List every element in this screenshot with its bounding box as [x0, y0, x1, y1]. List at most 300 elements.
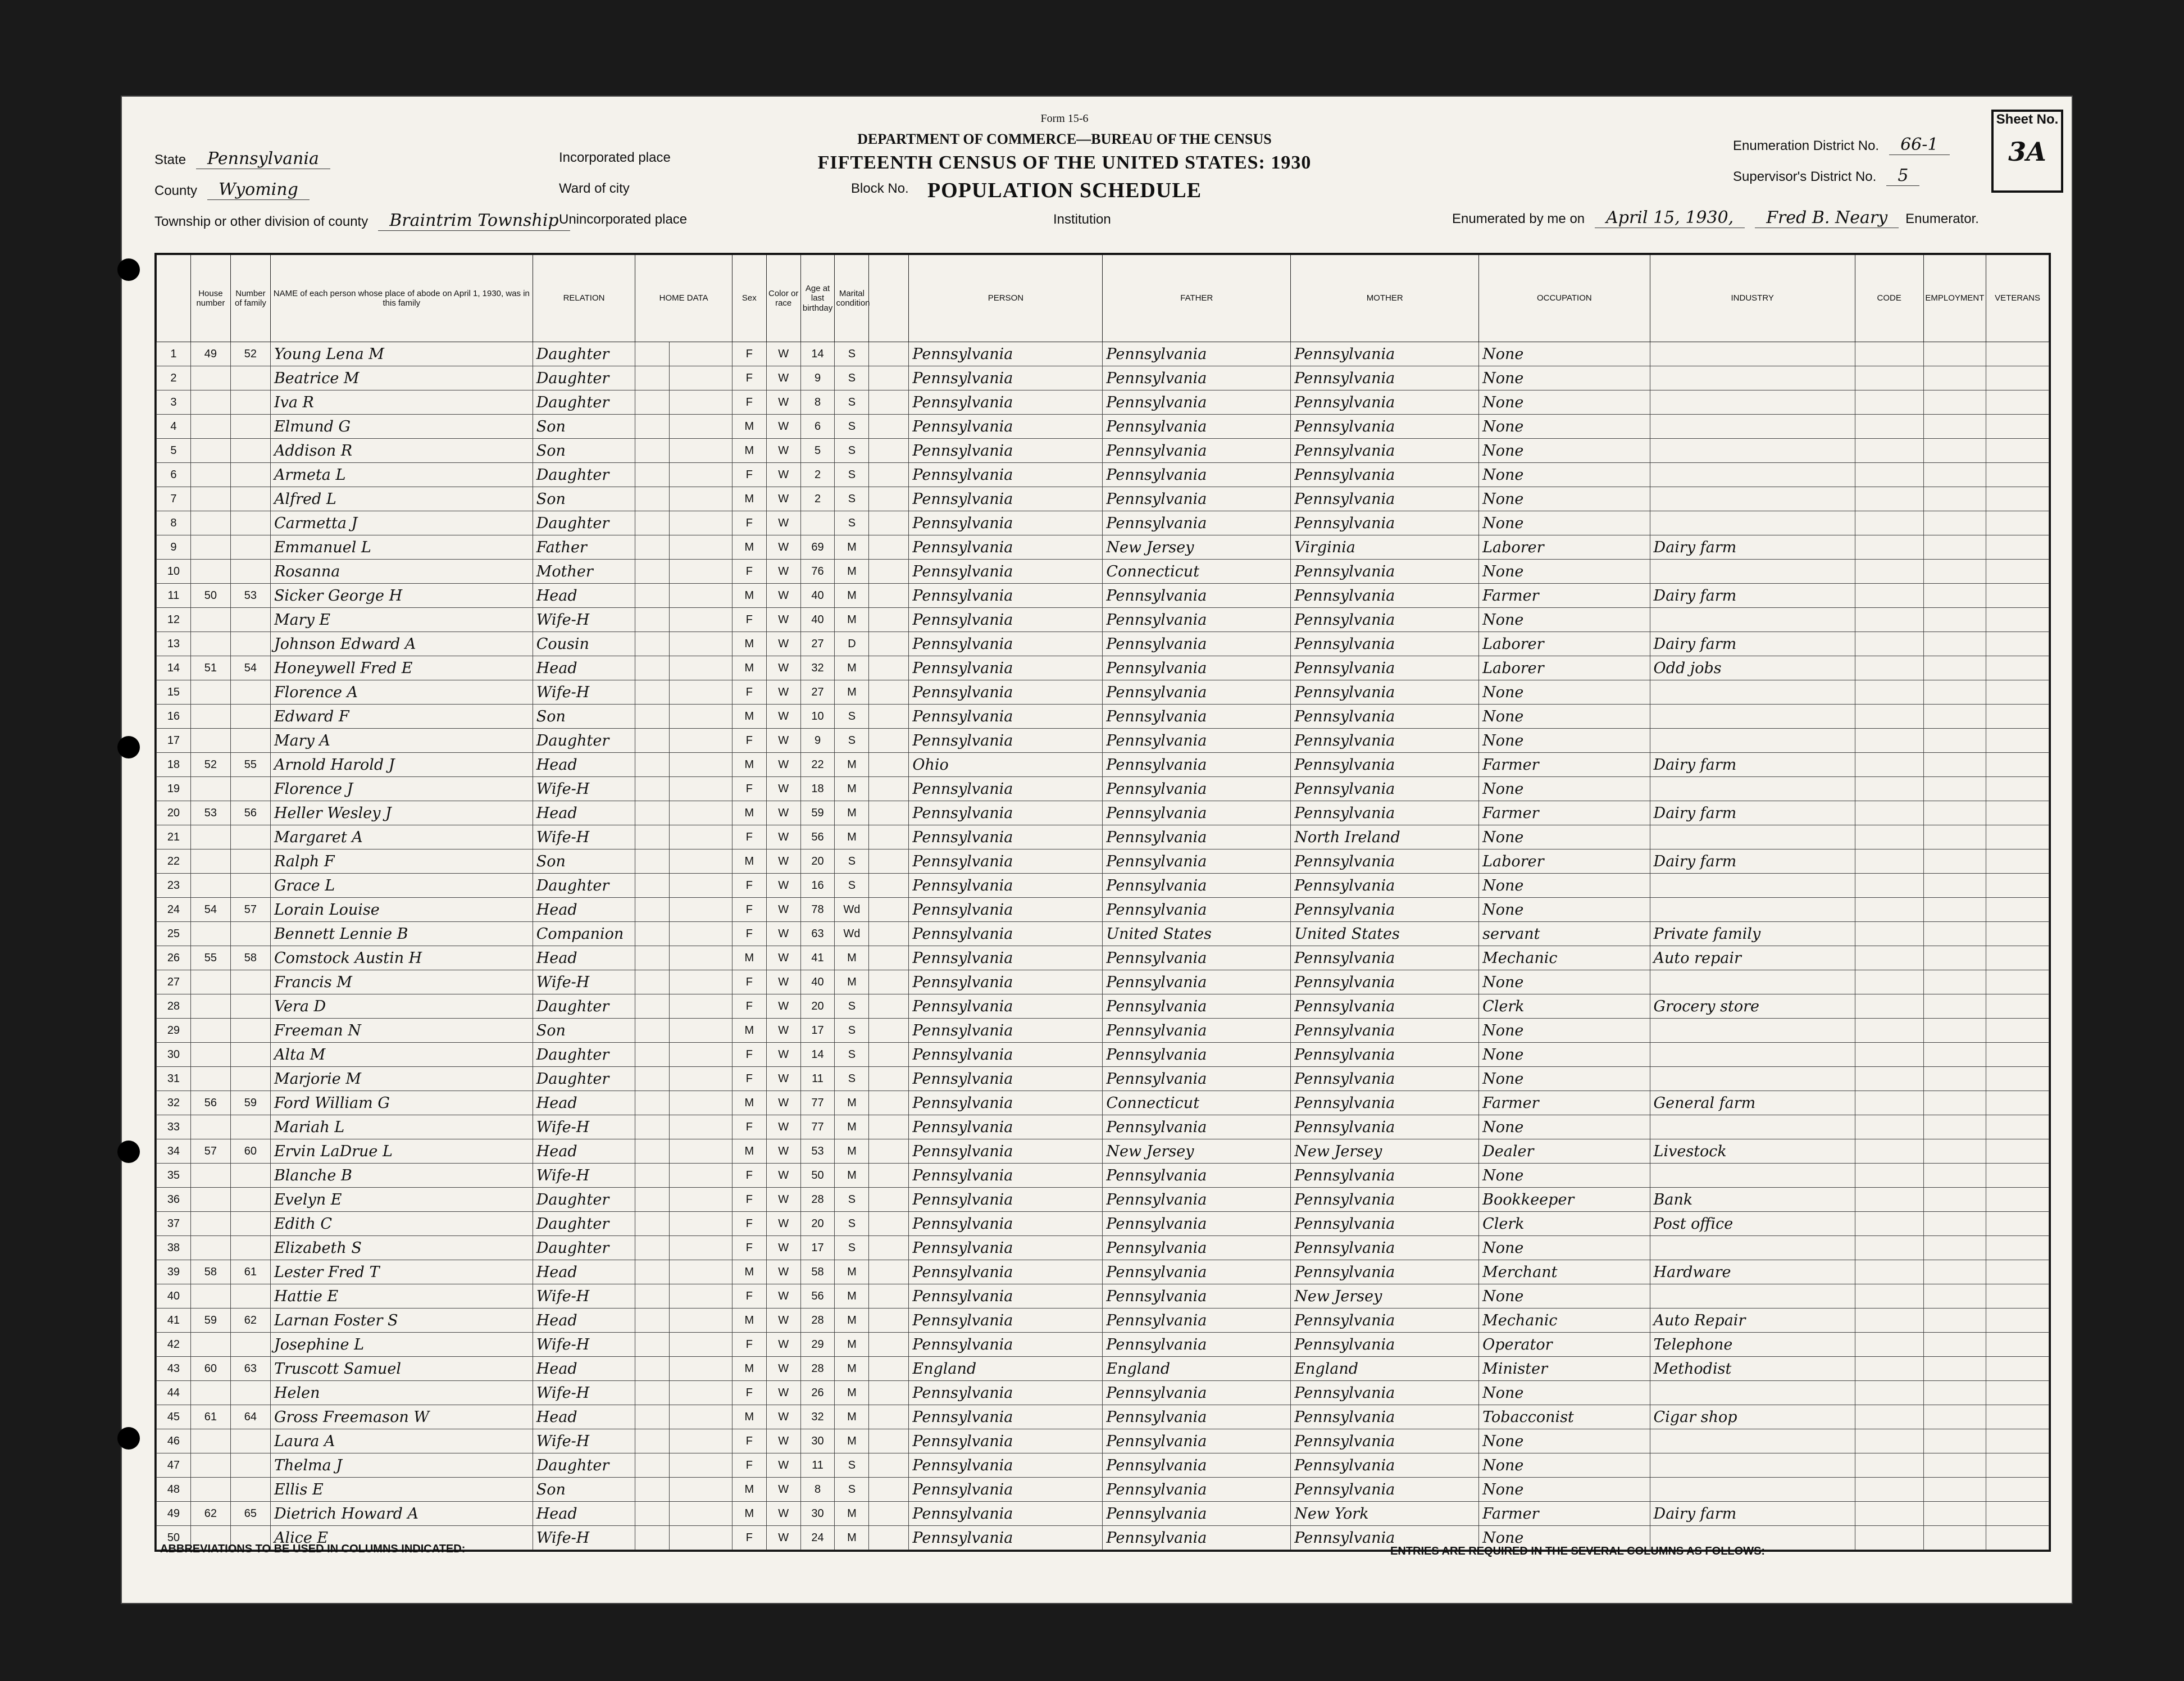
- cell-empty: [1855, 994, 1923, 1019]
- cell-sex: F: [732, 463, 766, 487]
- cell-age: 56: [800, 1284, 835, 1309]
- cell-empty: [1923, 1019, 1986, 1043]
- cell-fam: [230, 390, 270, 415]
- cell-empty: [1855, 487, 1923, 511]
- cell-fb: Pennsylvania: [1103, 994, 1291, 1019]
- cell-ind: Dairy farm: [1650, 849, 1855, 874]
- cell-occ: None: [1479, 608, 1650, 632]
- cell-name: Edith C: [270, 1212, 533, 1236]
- cell-occ: None: [1479, 705, 1650, 729]
- cell-mar: S: [835, 849, 869, 874]
- cell-rel: Wife-H: [533, 1115, 635, 1139]
- cell-occ: None: [1479, 1043, 1650, 1067]
- col-home: HOME DATA: [635, 255, 732, 342]
- cell-bp: Pennsylvania: [909, 1502, 1103, 1526]
- cell-empty: [1986, 874, 2049, 898]
- cell-empty: [1923, 560, 1986, 584]
- table-row: [157, 1067, 2049, 1091]
- cell-empty: [1923, 1309, 1986, 1333]
- cell-empty: [1923, 1429, 1986, 1453]
- cell-dw: [190, 1478, 230, 1502]
- cell-rel: Wife-H: [533, 970, 635, 994]
- cell-mar: M: [835, 1405, 869, 1429]
- cell-ind: Dairy farm: [1650, 632, 1855, 656]
- cell-empty: [1923, 777, 1986, 801]
- cell-empty: [1986, 1357, 2049, 1381]
- cell-fam: 64: [230, 1405, 270, 1429]
- table-row: [157, 560, 2049, 584]
- cell-empty: [1855, 705, 1923, 729]
- cell-empty: [635, 1188, 670, 1212]
- cell-occ: Farmer: [1479, 584, 1650, 608]
- cell-mb: Pennsylvania: [1291, 584, 1479, 608]
- cell-dw: 58: [190, 1260, 230, 1284]
- cell-sex: M: [732, 1478, 766, 1502]
- cell-empty: [1986, 342, 2049, 366]
- cell-dw: [190, 1164, 230, 1188]
- form-number: Form 15-6: [1040, 112, 1089, 125]
- cell-empty: [670, 898, 732, 922]
- cell-empty: [869, 1019, 909, 1043]
- cell-empty: [1923, 342, 1986, 366]
- cell-empty: [635, 1453, 670, 1478]
- col-sex: Sex: [732, 255, 766, 342]
- cell-empty: [869, 1164, 909, 1188]
- cell-name: Armeta L: [270, 463, 533, 487]
- cell-empty: [1855, 415, 1923, 439]
- cell-empty: [670, 777, 732, 801]
- cell-empty: [1923, 680, 1986, 705]
- cell-mar: S: [835, 1478, 869, 1502]
- cell-empty: [670, 463, 732, 487]
- table-row: [157, 1043, 2049, 1067]
- cell-empty: [1986, 1405, 2049, 1429]
- cell-empty: [1855, 1478, 1923, 1502]
- sheet-number: 3A: [2008, 137, 2046, 167]
- cell-empty: [1923, 946, 1986, 970]
- cell-bp: Pennsylvania: [909, 463, 1103, 487]
- cell-age: 76: [800, 560, 835, 584]
- cell-rel: Son: [533, 415, 635, 439]
- cell-empty: [1923, 898, 1986, 922]
- cell-race: W: [766, 1526, 800, 1550]
- cell-mar: S: [835, 1212, 869, 1236]
- cell-empty: [1923, 366, 1986, 390]
- cell-name: Elmund G: [270, 415, 533, 439]
- cell-fam: [230, 1212, 270, 1236]
- cell-empty: [869, 439, 909, 463]
- cell-rel: Daughter: [533, 1067, 635, 1091]
- cell-empty: [1986, 1429, 2049, 1453]
- cell-empty: [670, 729, 732, 753]
- cell-fb: Pennsylvania: [1103, 729, 1291, 753]
- cell-dw: 49: [190, 342, 230, 366]
- cell-fb: Pennsylvania: [1103, 1478, 1291, 1502]
- cell-empty: [1923, 1236, 1986, 1260]
- cell-empty: [1855, 753, 1923, 777]
- cell-occ: None: [1479, 898, 1650, 922]
- cell-name: Laura A: [270, 1429, 533, 1453]
- cell-age: 40: [800, 970, 835, 994]
- cell-ind: [1650, 1478, 1855, 1502]
- cell-dw: [190, 535, 230, 560]
- cell-rel: Mother: [533, 560, 635, 584]
- cell-empty: [869, 560, 909, 584]
- table-row: [157, 729, 2049, 753]
- cell-dw: 57: [190, 1139, 230, 1164]
- cell-bp: Pennsylvania: [909, 1381, 1103, 1405]
- cell-empty: [635, 1381, 670, 1405]
- cell-empty: [635, 1164, 670, 1188]
- cell-empty: [1986, 439, 2049, 463]
- cell-mb: Pennsylvania: [1291, 801, 1479, 825]
- cell-empty: [1986, 415, 2049, 439]
- cell-mar: M: [835, 801, 869, 825]
- cell-ind: Dairy farm: [1650, 535, 1855, 560]
- cell-fam: [230, 1043, 270, 1067]
- cell-empty: [670, 753, 732, 777]
- cell-empty: [635, 1115, 670, 1139]
- cell-empty: [869, 777, 909, 801]
- cell-sex: F: [732, 1333, 766, 1357]
- cell-occ: Farmer: [1479, 753, 1650, 777]
- cell-empty: [670, 1357, 732, 1381]
- cell-line: 11: [157, 584, 191, 608]
- cell-age: 2: [800, 463, 835, 487]
- cell-fb: Pennsylvania: [1103, 1043, 1291, 1067]
- cell-mar: M: [835, 946, 869, 970]
- cell-empty: [1855, 1260, 1923, 1284]
- col-race: Color or race: [766, 255, 800, 342]
- cell-empty: [869, 849, 909, 874]
- cell-empty: [1923, 1067, 1986, 1091]
- cell-bp: Pennsylvania: [909, 1478, 1103, 1502]
- cell-fb: Pennsylvania: [1103, 680, 1291, 705]
- cell-dw: [190, 1333, 230, 1357]
- footer-abbreviations: ABBREVIATIONS TO BE USED IN COLUMNS INDICATED:: [160, 1543, 466, 1555]
- cell-rel: Son: [533, 487, 635, 511]
- cell-occ: None: [1479, 415, 1650, 439]
- cell-empty: [1986, 463, 2049, 487]
- table-row: [157, 1188, 2049, 1212]
- cell-race: W: [766, 608, 800, 632]
- table-row: [157, 1405, 2049, 1429]
- cell-rel: Daughter: [533, 1212, 635, 1236]
- cell-mb: Pennsylvania: [1291, 705, 1479, 729]
- cell-age: 77: [800, 1091, 835, 1115]
- cell-empty: [670, 632, 732, 656]
- table-row: [157, 1164, 2049, 1188]
- cell-bp: Pennsylvania: [909, 632, 1103, 656]
- footer: [154, 1539, 2048, 1584]
- cell-empty: [1923, 1502, 1986, 1526]
- cell-name: Iva R: [270, 390, 533, 415]
- cell-age: 20: [800, 994, 835, 1019]
- cell-occ: None: [1479, 1164, 1650, 1188]
- table-row: [157, 1453, 2049, 1478]
- table-row: [157, 1429, 2049, 1453]
- enum-district-field: Enumeration District No. 66-1: [1733, 135, 1950, 155]
- punch-hole: [117, 258, 140, 281]
- cell-fam: [230, 849, 270, 874]
- cell-fam: [230, 1333, 270, 1357]
- cell-bp: Pennsylvania: [909, 1526, 1103, 1550]
- cell-fb: Pennsylvania: [1103, 801, 1291, 825]
- cell-sex: M: [732, 705, 766, 729]
- cell-mb: Virginia: [1291, 535, 1479, 560]
- cell-mar: S: [835, 390, 869, 415]
- table-row: [157, 874, 2049, 898]
- cell-occ: None: [1479, 1284, 1650, 1309]
- cell-fb: Pennsylvania: [1103, 1164, 1291, 1188]
- cell-name: Thelma J: [270, 1453, 533, 1478]
- cell-name: Dietrich Howard A: [270, 1502, 533, 1526]
- cell-empty: [635, 801, 670, 825]
- cell-empty: [1855, 1429, 1923, 1453]
- cell-empty: [1923, 390, 1986, 415]
- cell-empty: [1923, 729, 1986, 753]
- cell-empty: [1923, 632, 1986, 656]
- cell-empty: [1855, 1453, 1923, 1478]
- cell-empty: [1986, 825, 2049, 849]
- col-birth-father: FATHER: [1103, 255, 1291, 342]
- cell-ind: Post office: [1650, 1212, 1855, 1236]
- cell-empty: [670, 922, 732, 946]
- cell-mb: Pennsylvania: [1291, 898, 1479, 922]
- cell-empty: [869, 705, 909, 729]
- cell-mar: M: [835, 608, 869, 632]
- cell-empty: [869, 1381, 909, 1405]
- cell-bp: Pennsylvania: [909, 1260, 1103, 1284]
- cell-mb: Pennsylvania: [1291, 1188, 1479, 1212]
- cell-empty: [635, 994, 670, 1019]
- cell-empty: [635, 390, 670, 415]
- cell-line: 1: [157, 342, 191, 366]
- cell-fb: Pennsylvania: [1103, 415, 1291, 439]
- cell-line: 43: [157, 1357, 191, 1381]
- cell-empty: [1855, 1381, 1923, 1405]
- cell-race: W: [766, 366, 800, 390]
- cell-line: 8: [157, 511, 191, 535]
- cell-empty: [1855, 463, 1923, 487]
- cell-name: Gross Freemason W: [270, 1405, 533, 1429]
- cell-mar: S: [835, 994, 869, 1019]
- cell-mar: S: [835, 1043, 869, 1067]
- cell-mar: M: [835, 1139, 869, 1164]
- cell-mar: Wd: [835, 922, 869, 946]
- cell-fb: Pennsylvania: [1103, 753, 1291, 777]
- cell-bp: Pennsylvania: [909, 1405, 1103, 1429]
- cell-sex: F: [732, 342, 766, 366]
- cell-mb: Pennsylvania: [1291, 680, 1479, 705]
- cell-empty: [1923, 922, 1986, 946]
- cell-age: 53: [800, 1139, 835, 1164]
- cell-mar: M: [835, 680, 869, 705]
- cell-name: Ralph F: [270, 849, 533, 874]
- cell-empty: [635, 729, 670, 753]
- cell-sex: F: [732, 1115, 766, 1139]
- census-title: FIFTEENTH CENSUS OF THE UNITED STATES: 1930: [817, 152, 1312, 173]
- enumerated-field: Enumerated by me on April 15, 1930, Fred B. Neary Enumerator.: [1452, 208, 1979, 228]
- cell-fb: Pennsylvania: [1103, 608, 1291, 632]
- col-veterans: VETERANS: [1986, 255, 2049, 342]
- cell-bp: Pennsylvania: [909, 390, 1103, 415]
- cell-rel: Father: [533, 535, 635, 560]
- cell-empty: [1923, 801, 1986, 825]
- cell-dw: [190, 463, 230, 487]
- cell-empty: [869, 608, 909, 632]
- cell-race: W: [766, 390, 800, 415]
- cell-bp: Ohio: [909, 753, 1103, 777]
- cell-ind: [1650, 511, 1855, 535]
- county-field: County Wyoming: [154, 180, 310, 200]
- cell-empty: [1923, 608, 1986, 632]
- cell-empty: [670, 1405, 732, 1429]
- cell-name: Lorain Louise: [270, 898, 533, 922]
- cell-name: Evelyn E: [270, 1188, 533, 1212]
- cell-ind: [1650, 1453, 1855, 1478]
- cell-empty: [670, 849, 732, 874]
- cell-rel: Head: [533, 1260, 635, 1284]
- cell-fb: Pennsylvania: [1103, 632, 1291, 656]
- cell-empty: [635, 1139, 670, 1164]
- cell-empty: [670, 1453, 732, 1478]
- cell-rel: Wife-H: [533, 1333, 635, 1357]
- cell-occ: Farmer: [1479, 1091, 1650, 1115]
- cell-fb: Pennsylvania: [1103, 1019, 1291, 1043]
- cell-fam: [230, 1453, 270, 1478]
- cell-empty: [635, 487, 670, 511]
- cell-fam: 52: [230, 342, 270, 366]
- cell-line: 19: [157, 777, 191, 801]
- incorporated-field: Incorporated place: [559, 150, 671, 165]
- cell-empty: [1986, 1453, 2049, 1478]
- cell-race: W: [766, 1236, 800, 1260]
- cell-line: 21: [157, 825, 191, 849]
- cell-mb: Pennsylvania: [1291, 1381, 1479, 1405]
- cell-empty: [1923, 656, 1986, 680]
- cell-empty: [1855, 1067, 1923, 1091]
- census-rows: [157, 342, 2049, 1550]
- cell-race: W: [766, 1357, 800, 1381]
- cell-line: 10: [157, 560, 191, 584]
- cell-age: 28: [800, 1188, 835, 1212]
- cell-line: 38: [157, 1236, 191, 1260]
- cell-rel: Wife-H: [533, 680, 635, 705]
- cell-occ: Tobacconist: [1479, 1405, 1650, 1429]
- cell-empty: [1986, 1019, 2049, 1043]
- cell-empty: [670, 970, 732, 994]
- cell-occ: None: [1479, 1115, 1650, 1139]
- cell-empty: [1923, 511, 1986, 535]
- cell-empty: [670, 1260, 732, 1284]
- cell-fam: [230, 439, 270, 463]
- cell-empty: [1855, 680, 1923, 705]
- cell-name: Alta M: [270, 1043, 533, 1067]
- cell-empty: [1923, 584, 1986, 608]
- cell-name: Sicker George H: [270, 584, 533, 608]
- cell-ind: [1650, 608, 1855, 632]
- cell-line: 49: [157, 1502, 191, 1526]
- cell-fb: Pennsylvania: [1103, 1188, 1291, 1212]
- cell-empty: [670, 1212, 732, 1236]
- cell-race: W: [766, 777, 800, 801]
- cell-bp: Pennsylvania: [909, 874, 1103, 898]
- cell-occ: Farmer: [1479, 801, 1650, 825]
- cell-sex: M: [732, 632, 766, 656]
- cell-empty: [1923, 1164, 1986, 1188]
- cell-empty: [635, 366, 670, 390]
- cell-age: 69: [800, 535, 835, 560]
- cell-sex: F: [732, 680, 766, 705]
- table-row: [157, 656, 2049, 680]
- cell-empty: [1986, 487, 2049, 511]
- cell-empty: [635, 608, 670, 632]
- cell-rel: Daughter: [533, 511, 635, 535]
- cell-ind: [1650, 898, 1855, 922]
- cell-empty: [1986, 1260, 2049, 1284]
- cell-age: 16: [800, 874, 835, 898]
- cell-empty: [635, 705, 670, 729]
- cell-line: 28: [157, 994, 191, 1019]
- cell-empty: [1855, 801, 1923, 825]
- cell-race: W: [766, 753, 800, 777]
- cell-name: Florence J: [270, 777, 533, 801]
- cell-empty: [869, 994, 909, 1019]
- cell-ind: Hardware: [1650, 1260, 1855, 1284]
- cell-empty: [635, 439, 670, 463]
- cell-race: W: [766, 1067, 800, 1091]
- cell-empty: [1923, 970, 1986, 994]
- cell-name: Edward F: [270, 705, 533, 729]
- cell-bp: Pennsylvania: [909, 1115, 1103, 1139]
- cell-dw: [190, 415, 230, 439]
- cell-ind: Dairy farm: [1650, 584, 1855, 608]
- cell-bp: Pennsylvania: [909, 849, 1103, 874]
- cell-empty: [670, 535, 732, 560]
- cell-bp: Pennsylvania: [909, 1019, 1103, 1043]
- cell-ind: Auto Repair: [1650, 1309, 1855, 1333]
- cell-race: W: [766, 1478, 800, 1502]
- cell-age: 41: [800, 946, 835, 970]
- cell-empty: [635, 753, 670, 777]
- cell-sex: F: [732, 1188, 766, 1212]
- cell-dw: [190, 680, 230, 705]
- punch-hole: [117, 736, 140, 758]
- cell-empty: [1855, 560, 1923, 584]
- cell-age: 27: [800, 632, 835, 656]
- cell-sex: M: [732, 1405, 766, 1429]
- punch-hole: [117, 1427, 140, 1450]
- cell-occ: None: [1479, 1236, 1650, 1260]
- cell-sex: F: [732, 608, 766, 632]
- cell-empty: [670, 342, 732, 366]
- cell-race: W: [766, 1333, 800, 1357]
- cell-line: 13: [157, 632, 191, 656]
- cell-bp: Pennsylvania: [909, 922, 1103, 946]
- cell-empty: [635, 463, 670, 487]
- cell-dw: 61: [190, 1405, 230, 1429]
- cell-empty: [1923, 1188, 1986, 1212]
- cell-empty: [1923, 1333, 1986, 1357]
- cell-name: Elizabeth S: [270, 1236, 533, 1260]
- col-industry: INDUSTRY: [1650, 255, 1855, 342]
- ward-field: Ward of city: [559, 181, 630, 196]
- cell-fb: Pennsylvania: [1103, 777, 1291, 801]
- cell-empty: [635, 1429, 670, 1453]
- cell-name: Marjorie M: [270, 1067, 533, 1091]
- cell-occ: Farmer: [1479, 1502, 1650, 1526]
